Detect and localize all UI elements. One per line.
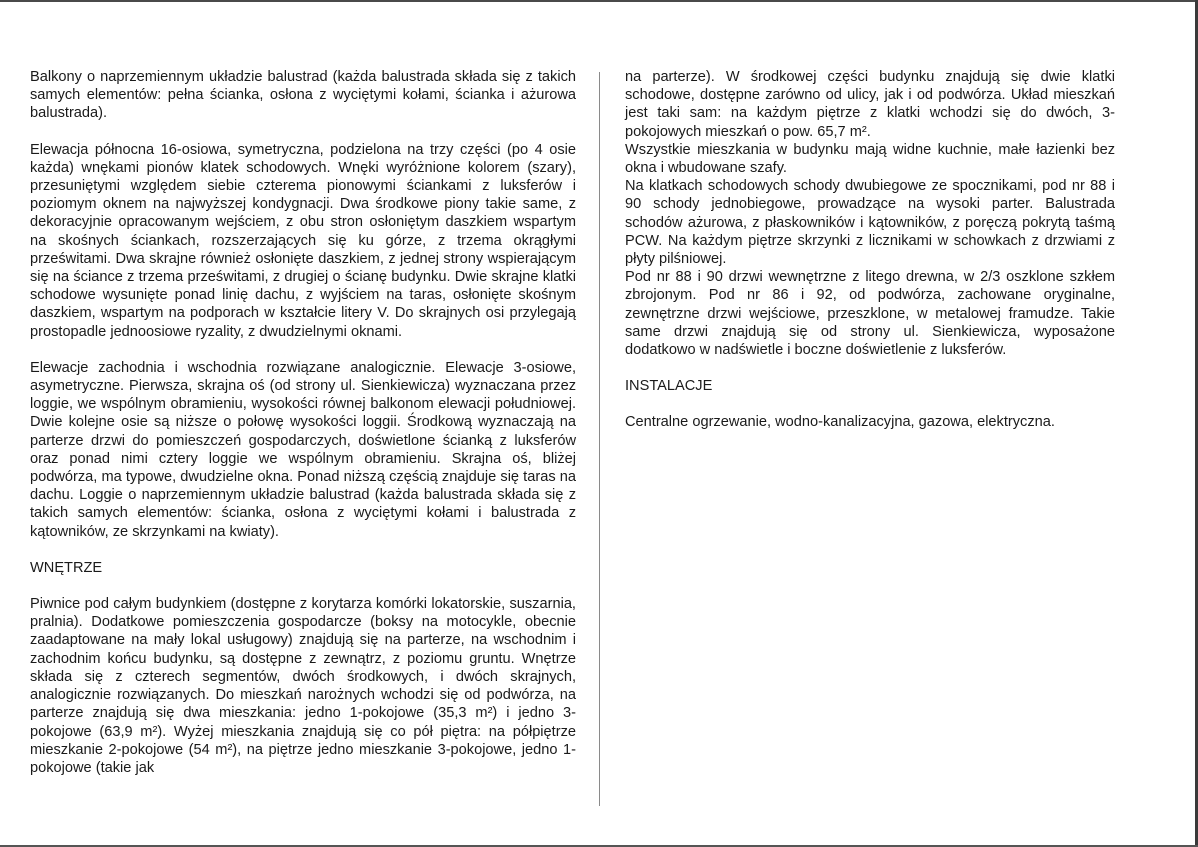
column-divider <box>599 72 600 806</box>
left-column <box>30 68 576 777</box>
right-column <box>625 68 1115 432</box>
paragraph-elewacja-polnocna: Elewacja północna 16-osiowa, symetryczna, podzielona na trzy części (po 4 osie każda) wnękami pionów klatek schodowych. Wnęki wyróżnione kolorem (szary), przesuniętymi względem siebie czterema pionowymi ściankami z luksferów i poziomym oknem na najwyższej kondygnacji. Dwa środkowe piony takie same, z dekoracyjnie opracowanym wejściem, z obu stron osłoniętym daszkiem wspartym na skośnych ściankach, rozszerzających się ku górze, z trzema okrągłymi prześwitami. Dwa skrajne również osłonięte daszkiem, z jednej strony wspierającym się na ściance z trzema prześwitami, z drugiej o ścianę budynku. Dwie skrajne klatki schodowe wysunięte ponad linię dachu, z wyjściem na taras, osłonięte skośnym daszkiem, wspartym na podporach w kształcie litery V. Do skrajnych osi przylegają prostopadle jednoosiowe ryzality, z dwudzielnymi oknami. <box>30 141 576 340</box>
paragraph-elewacje-boczne: Elewacje zachodnia i wschodnia rozwiązane analogicznie. Elewacje 3-osiowe, asymetryczne. Pierwsza, skrajna oś (od strony ul. Sienkiewicza) wyznaczana przez loggie, we wspólnym obramieniu, wysokości równej balkonom elewacji południowej. Dwie kolejne osie są niższe o połowę wysokości loggii. Środkową wyznaczają na parterze drzwi do pomieszczeń gospodarczych, doświetlone ścianką z luksferów oraz ponad nimi cztery loggie we wspólnym obramieniu. Skrajna oś, bliżej podwórza, ma typowe, dwudzielne okna. Ponad niższą częścią znajduje się taras na dachu. Loggie o naprzemiennym układzie balustrad (każda balustrada składa się z takich samych elementów: ścianka, osłona z wyciętymi kołami i balustrada z kątowników, ze skrzynkami na kwiaty). <box>30 359 576 540</box>
paragraph-kuchnie: Wszystkie mieszkania w budynku mają widne kuchnie, małe łazienki bez okna i wbudowane szafy. <box>625 141 1115 177</box>
paragraph-piwnice: Piwnice pod całym budynkiem (dostępne z korytarza komórki lokatorskie, suszarnia, pralnia). Dodatkowe pomieszczenia gospodarcze (boksy na motocykle, obecnie zaadaptowane na mały lokal usługowy) znajdują się na parterze, na wschodnim i zachodnim końcu budynku, są dostępne z zewnątrz, z poziomu gruntu. Wnętrze składa się z czterech segmentów, dwóch środkowych, i dwóch skrajnych, analogicznie rozwiązanych. Do mieszkań narożnych wchodzi się od podwórza, na parterze znajdują się dwa mieszkania: jedno 1-pokojowe (35,3 m²) i jedno 3-pokojowe (63,9 m²). Wyżej mieszkania znajdują się co pół piętra: na półpiętrze mieszkanie 2-pokojowe (54 m²), na piętrze jedno mieszkanie 3-pokojowe, jedno 1-pokojowe (takie jak <box>30 596 576 776</box>
paragraph-drzwi: Pod nr 88 i 90 drzwi wewnętrzne z litego drewna, w 2/3 oszklone szkłem zbrojonym. Pod nr 86 i 92, od podwórza, zachowane oryginalne, zewnętrzne drzwi wejściowe, przeszklone, w metalowej framudze. Takie same drzwi znajdują się od strony ul. Sienkiewicza, wyposażone dodatkowo w nadświetle i boczne doświetlenie z luksferów. <box>625 269 1115 359</box>
heading-wnetrze: WNĘTRZE <box>30 559 103 576</box>
paragraph-klatki-srodkowe: na parterze). W środkowej części budynku znajdują się dwie klatki schodowe, dostępne zarówno od ulicy, jak i od podwórza. Układ mieszkań jest taki sam: na każdym piętrze z klatki wchodzi się do dwóch, 3-pokojowych mieszkań o pow. 65,7 m². <box>625 69 1115 140</box>
paragraph-balkony: Balkony o naprzemiennym układzie balustrad (każda balustrada składa się z takich samych elementów: pełna ścianka, osłona z wyciętymi kołami, ścianka i ażurowa balustrada). <box>30 69 576 122</box>
paragraph-instalacje: Centralne ogrzewanie, wodno-kanalizacyjna, gazowa, elektryczna. <box>625 414 1055 431</box>
heading-instalacje: INSTALACJE <box>625 378 713 395</box>
scan-edge-top <box>0 0 1198 2</box>
paragraph-schody: Na klatkach schodowych schody dwubiegowe ze spocznikami, pod nr 88 i 90 schody jednobiegowe, prowadzące na wysoki parter. Balustrada schodów ażurowa, z płaskowników i kątowników, z poręczą pokrytą taśmą PCW. Na każdym piętrze skrzynki z licznikami w schowkach z drzwiami z płyty pilśniowej. <box>625 178 1115 268</box>
